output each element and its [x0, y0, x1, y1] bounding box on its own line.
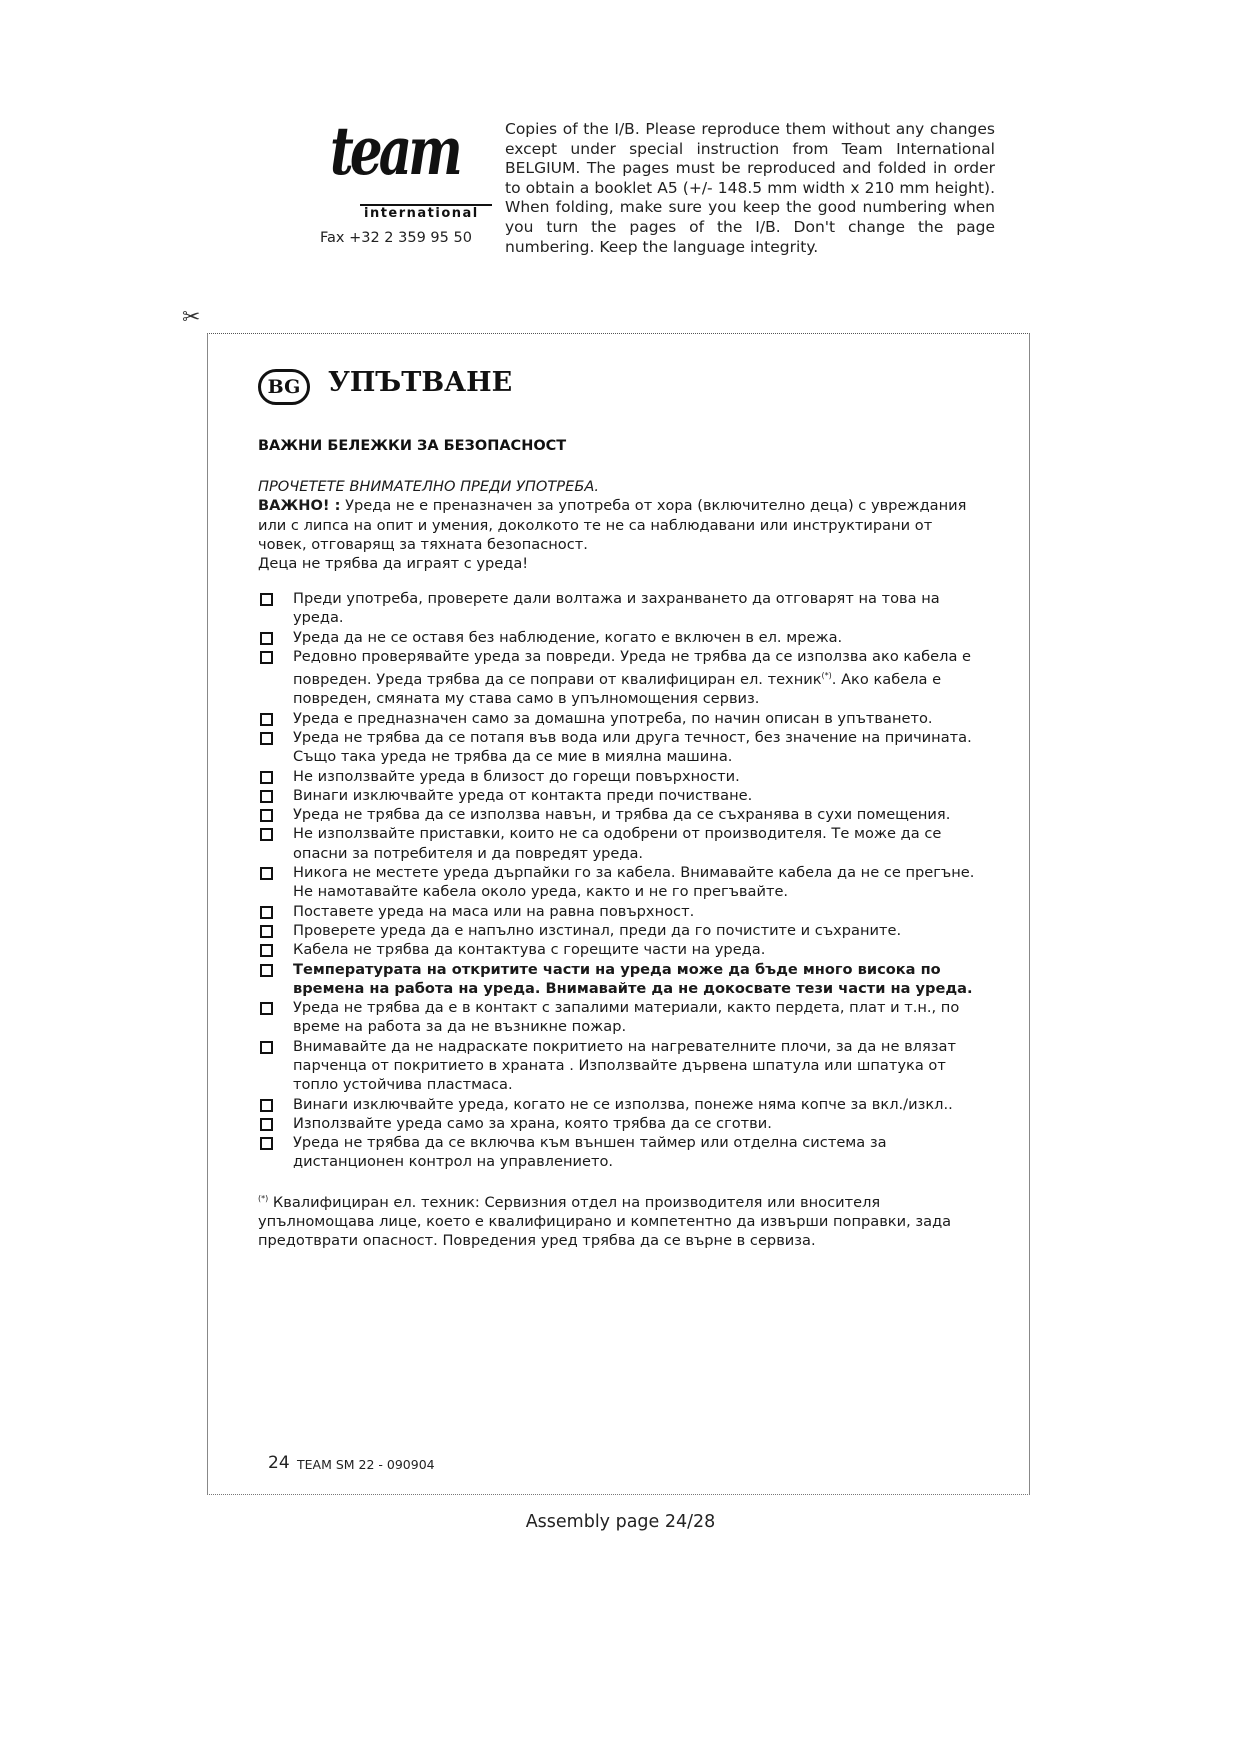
checkbox-bullet-icon	[260, 713, 273, 726]
checkbox-bullet-icon	[260, 732, 273, 745]
safety-item-text: Редовно проверявайте уреда за повреди. Уреда не трябва да се използва ако кабела е повреден. Уреда трябва да се поправи от квалифициран ел. техник	[293, 647, 972, 689]
safety-list-item	[258, 709, 978, 728]
important-paragraph	[258, 496, 978, 554]
checkbox-bullet-icon	[260, 790, 273, 803]
checkbox-bullet-icon	[260, 1002, 273, 1015]
safety-item-text: Проверете уреда да е напълно изстинал, преди да го почистите и съхраните.	[293, 921, 902, 939]
language-badge: BG	[258, 369, 310, 405]
footnote-text: Квалифициран ел. техник: Сервизния отдел на производителя или вносителя упълномощава лице, което е квалифицирано и компетентно да извърши поправки, зада предотврати опасност. Повредения уред трябва да се върне в сервиза.	[258, 1193, 952, 1250]
checkbox-bullet-icon	[260, 925, 273, 938]
safety-item-text: Уреда не трябва да е в контакт с запалими материали, както пердета, плат и т.н., по време на работа за да не възникне пожар.	[293, 999, 960, 1036]
safety-item-text: Не използвайте уреда в близост до горещи повърхности.	[293, 767, 740, 785]
safety-item-text: Не използвайте приставки, които не са одобрени от производителя. Те може да се опасни за потребителя и да повредят уреда.	[293, 825, 942, 862]
safety-item-text: Винаги изключвайте уреда от контакта преди почистване.	[293, 786, 753, 804]
safety-list-item	[258, 628, 978, 647]
safety-item-text: Винаги изключвайте уреда, когато не се използва, понеже няма копче за вкл./изкл..	[293, 1095, 953, 1113]
checkbox-bullet-icon	[260, 1118, 273, 1131]
page-number: 24	[268, 1453, 290, 1473]
safety-item-text: Кабела не трябва да контактува с горещите части на уреда.	[293, 941, 766, 959]
fax-number: Fax +32 2 359 95 50	[320, 230, 472, 246]
safety-list-item	[258, 805, 978, 824]
team-logo	[320, 112, 480, 230]
checkbox-bullet-icon	[260, 867, 273, 880]
safety-list-item	[258, 1133, 978, 1172]
safety-item-text: Температурата на откритите части на уреда може да бъде много висока по времена на работа на уреда. Внимавайте да не докосвате тези части на уреда.	[293, 960, 973, 997]
safety-list-item	[258, 647, 978, 709]
checkbox-bullet-icon	[260, 651, 273, 664]
safety-item-text: Внимавайте да не надраскате покритието на нагревателните плочи, за да не влязат парченца от покритието в храната . Използвайте дървена шпатула или шпатука от топло устойчива пластмаса.	[293, 1037, 956, 1094]
safety-list-item	[258, 921, 978, 940]
safety-item-text: Уреда не трябва да се потапя във вода или друга течност, без значение на причината. Също така уреда не трябва да се мие в миялна машина.	[293, 728, 972, 766]
checkbox-bullet-icon	[260, 593, 273, 606]
important-label: ВАЖНО! :	[258, 497, 341, 515]
document-code: TEAM SM 22 - 090904	[297, 1457, 435, 1472]
safety-item-text: Уреда не трябва да се включва към външен таймер или отделна система за дистанционен контрол на управлението.	[293, 1134, 887, 1171]
page-title: УПЪТВАНЕ	[328, 367, 513, 398]
footnote-reference: (*)	[821, 671, 832, 681]
safety-list-item	[258, 1037, 978, 1095]
assembly-page-label: Assembly page 24/28	[525, 1512, 716, 1532]
children-note: Деца не трябва да играят с уреда!	[258, 555, 529, 573]
checkbox-bullet-icon	[260, 964, 273, 977]
logo-subtitle: international	[364, 206, 479, 221]
safety-list-item	[258, 863, 978, 902]
checkbox-bullet-icon	[260, 1099, 273, 1112]
safety-item-text: Поставете уреда на маса или на равна повърхност.	[293, 902, 695, 920]
checkbox-bullet-icon	[260, 906, 273, 919]
safety-list-item	[258, 728, 978, 767]
safety-item-text: Уреда не трябва да се използва навън, и трябва да се съхранява в сухи помещения.	[293, 806, 951, 824]
checkbox-bullet-icon	[260, 809, 273, 822]
footnote	[258, 1189, 978, 1251]
safety-item-text: Уреда е предназначен само за домашна употреба, по начин описан в упътването.	[293, 709, 933, 727]
footnote-mark: (*)	[258, 1194, 269, 1203]
safety-list-item	[258, 767, 978, 786]
safety-item-text: Уреда да не се оставя без наблюдение, когато е включен в ел. мрежа.	[293, 628, 843, 646]
safety-list-item	[258, 1095, 978, 1114]
checkbox-bullet-icon	[260, 1041, 273, 1054]
safety-list-item	[258, 786, 978, 805]
safety-list-item	[258, 998, 978, 1037]
safety-list-item	[258, 824, 978, 863]
checkbox-bullet-icon	[260, 944, 273, 957]
safety-item-text: Използвайте уреда само за храна, която трябва да се сготви.	[293, 1114, 772, 1132]
safety-list	[258, 589, 978, 1172]
safety-item-text-cont: . Ако кабела е повреден, смяната му става само в упълномощения сервиз.	[293, 671, 942, 708]
safety-list-item	[258, 960, 978, 999]
intro-block	[258, 477, 978, 573]
safety-list-item	[258, 1114, 978, 1133]
read-carefully-note: ПРОЧЕТЕТЕ ВНИМАТЕЛНО ПРЕДИ УПОТРЕБА.	[258, 478, 599, 495]
checkbox-bullet-icon	[260, 632, 273, 645]
checkbox-bullet-icon	[260, 828, 273, 841]
safety-list-item	[258, 902, 978, 921]
safety-list-item	[258, 940, 978, 959]
important-text: Уреда не е преназначен за употреба от хора (включително деца) с увреждания или с липса на опит и умения, доколкото те не са наблюдавани или инструктирани от човек, отговарящ за тяхната безопасност.	[258, 497, 967, 553]
scissors-icon: ✂	[182, 305, 201, 330]
safety-list-item	[258, 589, 978, 628]
safety-item-text: Никога не местете уреда дърпайки го за кабела. Внимавайте кабела да не се прегъне. Не намотавайте кабела около уреда, както и не го прегъвайте.	[293, 864, 975, 901]
safety-item-text: Преди употреба, проверете дали волтажа и захранването да отговарят на това на уреда.	[293, 590, 940, 627]
logo-wordmark: team	[330, 112, 459, 190]
checkbox-bullet-icon	[260, 771, 273, 784]
copy-instructions: Copies of the I/B. Please reproduce them without any changes except under special instruction from Team International BELGIUM. The pages must be reproduced and folded in order to obtain a booklet A5 (+/- 148.5 mm width x 210 mm height). When folding, make sure you keep the good numbering when you turn the pages of the I/B. Don't change the page numbering. Keep the language integrity.	[505, 120, 995, 256]
checkbox-bullet-icon	[260, 1137, 273, 1150]
section-title: ВАЖНИ БЕЛЕЖКИ ЗА БЕЗОПАСНОСТ	[258, 438, 567, 454]
